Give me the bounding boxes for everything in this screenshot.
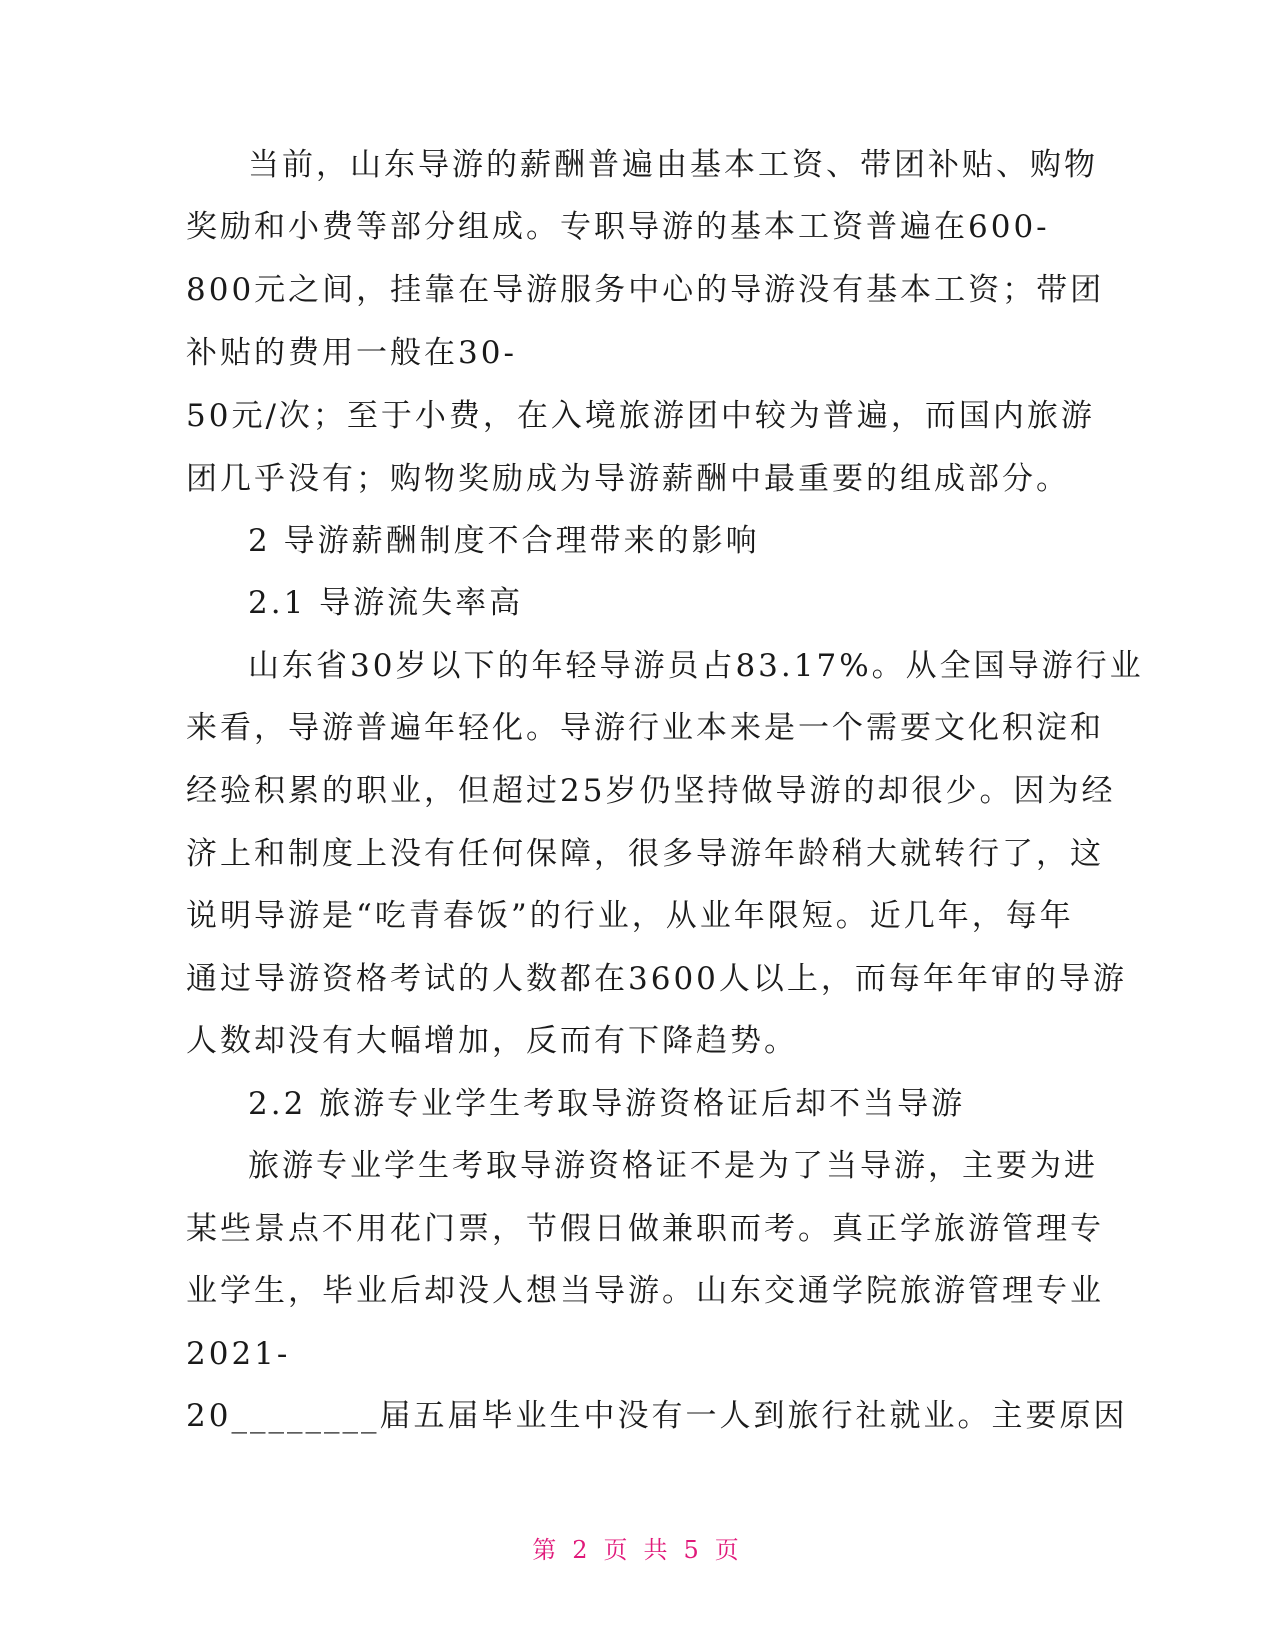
text-line: 团几乎没有；购物奖励成为导游薪酬中最重要的组成部分。 — [186, 461, 1070, 497]
text-line: 奖励和小费等部分组成。专职导游的基本工资普遍在600- — [186, 209, 1050, 245]
footer-label-di: 第 — [532, 1536, 561, 1564]
footer-page-current: 2 — [572, 1536, 592, 1564]
section-heading: 2 导游薪酬制度不合理带来的影响 — [248, 523, 760, 559]
text-line: 业学生，毕业后却没人想当导游。山东交通学院旅游管理专业 — [186, 1273, 1104, 1309]
text-line: 补贴的费用一般在30- — [186, 335, 517, 371]
text-line: 旅游专业学生考取导游资格证不是为了当导游，主要为进 — [248, 1148, 1098, 1184]
text-line: 当前，山东导游的薪酬普遍由基本工资、带团补贴、购物 — [248, 147, 1098, 183]
text-line: 人数却没有大幅增加，反而有下降趋势。 — [186, 1023, 798, 1059]
text-line: 2021- — [186, 1336, 291, 1372]
subsection-heading: 2.1 导游流失率高 — [248, 585, 524, 621]
page-footer — [0, 1530, 1275, 1565]
text-line: 800元之间，挂靠在导游服务中心的导游没有基本工资；带团 — [186, 272, 1105, 308]
footer-page-total: 5 — [683, 1536, 703, 1564]
text-line: 山东省30岁以下的年轻导游员占83.17%。从全国导游行业 — [248, 648, 1144, 684]
text-line: 50元/次；至于小费，在入境旅游团中较为普遍，而国内旅游 — [186, 398, 1095, 434]
footer-label-ye: 页 — [603, 1536, 632, 1564]
footer-label-ye2: 页 — [714, 1536, 743, 1564]
subsection-heading: 2.2 旅游专业学生考取导游资格证后却不当导游 — [248, 1086, 966, 1122]
text-line: 某些景点不用花门票，节假日做兼职而考。真正学旅游管理专 — [186, 1211, 1104, 1247]
text-line: 来看，导游普遍年轻化。导游行业本来是一个需要文化积淀和 — [186, 710, 1104, 746]
text-line: 20________届五届毕业生中没有一人到旅行社就业。主要原因 — [186, 1398, 1128, 1434]
text-line: 经验积累的职业，但超过25岁仍坚持做导游的却很少。因为经 — [186, 773, 1116, 809]
text-line: 说明导游是“吃青春饭”的行业，从业年限短。近几年，每年 — [186, 898, 1074, 934]
text-line: 通过导游资格考试的人数都在3600人以上，而每年年审的导游 — [186, 961, 1127, 997]
footer-label-gong: 共 — [643, 1536, 672, 1564]
text-line: 济上和制度上没有任何保障，很多导游年龄稍大就转行了，这 — [186, 836, 1104, 872]
